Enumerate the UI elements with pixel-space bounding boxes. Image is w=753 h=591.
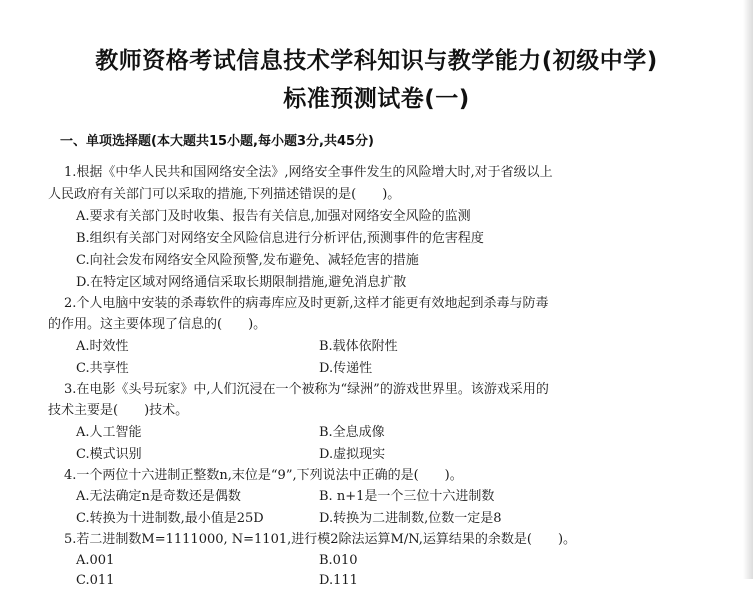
question-2-option-d: D.传递性 xyxy=(319,361,373,376)
question-1-option-b: B.组织有关部门对网络安全风险信息进行分析评估,预测事件的危害程度 xyxy=(76,231,484,246)
question-3-stem-cont: 技术主要是( )技术。 xyxy=(48,403,189,418)
question-5-option-c: C.011 xyxy=(76,573,115,588)
question-4-stem: 4.一个两位十六进制正整数n,末位是“9”,下列说法中正确的是( )。 xyxy=(64,468,463,483)
question-5-stem: 5.若二进制数M=1111000, N=1101,进行模2除法运算M/N,运算结果的余数是( )。 xyxy=(64,532,577,547)
question-3-stem: 3.在电影《头号玩家》中,人们沉浸在一个被称为“绿洲”的游戏世界里。该游戏采用的 xyxy=(64,382,549,397)
question-5-option-d: D.111 xyxy=(319,573,358,588)
exam-title: 教师资格考试信息技术学科知识与教学能力(初级中学) xyxy=(95,48,658,74)
question-3-option-a: A.人工智能 xyxy=(76,425,142,440)
question-2-option-c: C.共享性 xyxy=(76,361,129,376)
question-1-stem: 1.根据《中华人民共和国网络安全法》,网络安全事件发生的风险增大时,对于省级以上 xyxy=(64,165,553,180)
section-heading: 一、单项选择题(本大题共15小题,每小题3分,共45分) xyxy=(60,134,374,149)
question-4-option-b: B. n+1是一个三位十六进制数 xyxy=(319,489,495,504)
question-2-option-a: A.时效性 xyxy=(76,339,129,354)
question-4-option-d: D.转换为二进制数,位数一定是8 xyxy=(319,511,502,526)
question-2-stem-cont: 的作用。这主要体现了信息的( )。 xyxy=(48,317,267,332)
question-1-option-d: D.在特定区域对网络通信采取长期限制措施,避免消息扩散 xyxy=(76,275,407,290)
question-2-stem: 2.个人电脑中安装的杀毒软件的病毒库应及时更新,这样才能更有效地起到杀毒与防毒 xyxy=(64,296,549,311)
question-1-option-c: C.向社会发布网络安全风险预警,发布避免、减轻危害的措施 xyxy=(76,253,419,268)
question-1-stem-cont: 人民政府有关部门可以采取的措施,下列描述错误的是( )。 xyxy=(48,187,401,202)
question-3-option-d: D.虚拟现实 xyxy=(319,447,386,462)
question-4-option-a: A.无法确定n是奇数还是偶数 xyxy=(76,489,241,504)
question-1-option-a: A.要求有关部门及时收集、报告有关信息,加强对网络安全风险的监测 xyxy=(76,209,471,224)
question-3-option-c: C.模式识别 xyxy=(76,447,142,462)
question-5-option-a: A.001 xyxy=(76,553,115,568)
exam-subtitle: 标准预测试卷(一) xyxy=(283,86,470,112)
question-5-option-b: B.010 xyxy=(319,553,358,568)
question-2-option-b: B.载体依附性 xyxy=(319,339,398,354)
question-3-option-b: B.全息成像 xyxy=(319,425,385,440)
question-4-option-c: C.转换为十进制数,最小值是25D xyxy=(76,511,264,526)
